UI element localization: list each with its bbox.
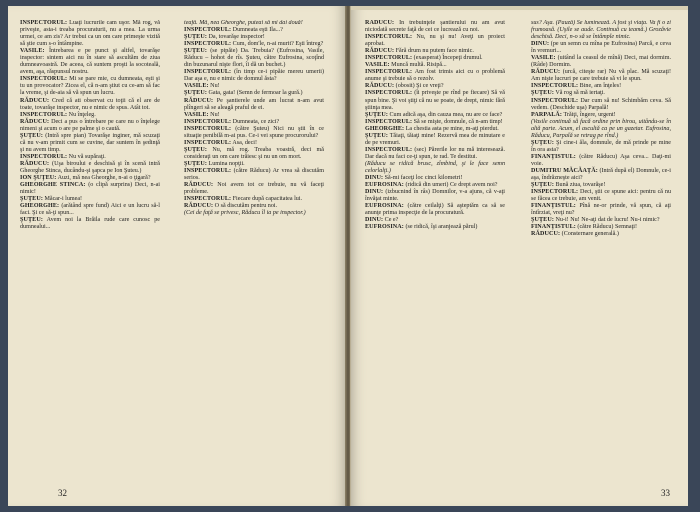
line-text: Lumina nopţii.: [208, 160, 245, 167]
line-text: (către Şuteu) Nici nu ştii în ce situaţie penibilă m-ai pus. Ce-i vei spune procurorului?: [184, 125, 324, 139]
speaker-name: RĂDUCU:: [365, 48, 395, 55]
dialogue-line: [20, 161, 160, 175]
line-text: Ce e?: [384, 217, 399, 224]
speaker-name: RĂDUCU:: [184, 203, 214, 210]
speaker-name: INSPECTORUL:: [365, 118, 413, 125]
speaker-name: DINU:: [531, 41, 550, 48]
dialogue-line: [20, 20, 160, 48]
left-page: [8, 6, 346, 506]
line-text: În trebuinţele şantierului nu am avut niciodată secrete faţă de cei ce lucrează cu noi.: [365, 20, 505, 34]
line-text: (către Răducu) Ar vrea să discutăm serios.: [184, 167, 324, 182]
left-page-column-1: [20, 20, 160, 482]
speaker-name: ION ŞUŢEU:: [20, 175, 57, 182]
line-text: (Uşa biroului e deschisă şi în scenă intră Gheorghe Stinca, ducându-şi şapca pe Ion Şuteu.): [20, 160, 160, 174]
dialogue-line: [531, 20, 671, 41]
speaker-name: EUFROSINA:: [365, 182, 404, 189]
speaker-name: ŞUŢEU:: [184, 146, 207, 153]
speaker-name: RĂDUCU:: [365, 20, 395, 26]
dialogue-line: [184, 34, 324, 41]
speaker-name: INSPECTORUL:: [365, 146, 413, 153]
dialogue-line: [365, 34, 505, 48]
dialogue-line: [184, 182, 324, 196]
speaker-name: DINU:: [365, 175, 384, 182]
dialogue-line: [365, 126, 505, 133]
dialogue-line: [531, 231, 671, 238]
line-text: Tăiaţi, tăiaţi mine! Rezervă mea de minutare e de pe vremuri.: [365, 132, 505, 146]
speaker-name: INSPECTORUL:: [184, 27, 232, 34]
line-text: La chestia asta pe mine, m-aţi pierdut.: [405, 125, 499, 132]
dialogue-line: [365, 189, 505, 203]
line-text: (Intră după el) Domnule, ce-i aşa, îndrăzneşte aici?: [531, 167, 671, 182]
speaker-name: INSPECTORUL:: [20, 20, 68, 26]
speaker-name: RĂDUCU:: [365, 83, 395, 90]
speaker-name: INSPECTORUL:: [184, 196, 232, 203]
line-text: (izbucnind în râs) Domnilor, v-a ajuns, că v-aţi învăţat minte.: [365, 189, 505, 203]
right-page-column-2: [531, 20, 671, 482]
speaker-name: INSPECTORUL:: [20, 111, 68, 118]
dialogue-line: [531, 154, 671, 168]
speaker-name: DINU:: [365, 189, 384, 196]
line-text: Bună ziua, tovarăşe!: [555, 182, 606, 189]
dialogue-line: [184, 20, 324, 27]
line-text: Luaţi lucrurile cam uşor. Mă rog, vă priveşte, asta-i treaba procuraturii, nu a mea. La urma urmei, ce am zis? Ar trebui ca un om care primeşte vizită să ştie cum s-o întâmpine.: [20, 20, 160, 48]
line-text: (o clipă surprins) Deci, n-ai nimic!: [20, 182, 160, 196]
dialogue-line: [20, 154, 160, 161]
line-text: Fără drum nu putem face nimic.: [395, 48, 474, 55]
speaker-name: VASILE:: [184, 111, 209, 118]
line-text: (ridică din umeri) Ce drept avem noi?: [405, 182, 498, 189]
speaker-name: PARPALĂ:: [531, 111, 563, 118]
page-top-edge: [351, 6, 688, 10]
speaker-name: INSPECTORUL:: [365, 34, 413, 41]
line-text: Bine, am înţeles!: [579, 83, 622, 90]
dialogue-line: [365, 119, 505, 126]
dialogue-line: [20, 203, 160, 217]
speaker-name: RĂDUCU:: [531, 231, 561, 238]
line-text: Trăiţi, îngere, urgent!: [563, 111, 616, 118]
line-text: (uitând la ceasul de mînă) Deci, mai dormim. (Râde) Dormim.: [531, 55, 671, 69]
line-text: Noi avem tot ce trebuie, nu vă faceţi probleme.: [184, 182, 324, 196]
dialogue-line: [365, 161, 505, 175]
dialogue-line: [184, 140, 324, 147]
dialogue-line: [365, 224, 505, 231]
line-text: (se pipăie) Da. Trebuia? (Eufrosina, Vasile, Răducu – hohot de rîs. Şuteu, către Eufrosina, scoţînd din buzunarul nişte flori, îi dă un buchet.): [184, 48, 324, 69]
dialogue-line: [184, 161, 324, 168]
dialogue-line: [184, 210, 324, 217]
line-text: O să discutăm pentru noi.: [214, 203, 278, 210]
speaker-name: INSPECTORUL:: [531, 189, 579, 196]
left-page-number: 32: [58, 488, 67, 498]
dialogue-line: [184, 90, 324, 97]
dialogue-line: [531, 182, 671, 189]
dialogue-line: [365, 20, 505, 34]
speaker-name: ŞUŢEU:: [20, 196, 43, 203]
speaker-name: INSPECTORUL:: [365, 90, 413, 97]
speaker-name: INSPECTORUL:: [184, 69, 232, 76]
dialogue-line: [365, 112, 505, 119]
dialogue-line: [20, 98, 160, 112]
speaker-name: RĂDUCU:: [184, 97, 214, 104]
line-text: Cum adică aşa, din cauza mea, nu are ce face?: [389, 111, 503, 118]
right-page-column-1: [365, 20, 505, 482]
line-text: (Vasile continuă să facă ordine prin birou, uitându-se în altă parte. Acum, el ascultă ca pe un gazetar. Eufrosina, Răducu, Parpală se retrag pe rînd.): [531, 118, 671, 139]
left-page-column-2: [184, 20, 324, 482]
line-text: Nu!: [210, 111, 220, 118]
speaker-name: ŞUŢEU:: [184, 48, 207, 55]
right-page: [350, 6, 688, 506]
speaker-name: INSPECTORUL:: [531, 83, 579, 90]
speaker-name: ŞUŢEU:: [184, 34, 207, 41]
dialogue-line: [20, 76, 160, 97]
speaker-name: INSPECTORUL:: [184, 167, 232, 174]
dialogue-line: [531, 140, 671, 154]
dialogue-line: [184, 98, 324, 112]
dialogue-line: [184, 69, 324, 83]
line-text: Deci, ştii ce spune aici: pentru că nu se făcea ce trebuie, am venit.: [531, 189, 671, 203]
line-text: Vă rog să mă iertaţi.: [555, 90, 605, 97]
line-text: Nu-i! Nu! Ne-aţi dat de lucru! Nu-i nimic?: [555, 217, 660, 224]
speaker-name: FINANŢISTUL:: [531, 153, 576, 160]
dialogue-line: [531, 55, 671, 69]
line-text: Cum, dom'le, n-ai murit? Eşti întreg?: [232, 41, 324, 48]
line-text: Auzi, mă nea Gheorghe, n-ai o ţigară?: [57, 175, 151, 182]
dialogue-line: [184, 48, 324, 69]
speaker-name: RĂDUCU:: [184, 182, 214, 189]
speaker-name: FINANŢISTUL:: [531, 203, 576, 210]
line-text: (arătând spre fund) Aici e un lucru să-l faci. Şi ce să-ţi spun...: [20, 203, 160, 217]
line-text: Nu!: [210, 83, 220, 90]
speaker-name: EUFROSINA:: [365, 224, 404, 231]
dialogue-line: [20, 48, 160, 76]
dialogue-line: [20, 133, 160, 154]
speaker-name: FINANŢISTUL:: [531, 224, 576, 231]
line-text: (Consternare generală.): [561, 231, 619, 238]
dialogue-line: [531, 41, 671, 55]
line-text: Să se mişte, domnule, că n-am timp!: [413, 118, 503, 125]
speaker-name: DUMITRU MĂCĂAŢĂ:: [531, 167, 598, 174]
line-text: (în timp ce-i pipăie mereu umerii) Dar aşa e, nu e nimic de domnul ăsta?: [184, 69, 324, 83]
speaker-name: INSPECTORUL:: [531, 97, 579, 104]
dialogue-line: [20, 119, 160, 133]
line-text: Am fost trimis aici cu o problemă anume şi trebuie să o rezolv.: [365, 69, 505, 83]
line-text: (pe un semn cu mîna pe Eufrosina) Parcă, e ceva în vremuri...: [531, 41, 671, 55]
dialogue-line: [531, 69, 671, 83]
dialogue-line: [184, 27, 324, 34]
dialogue-line: [20, 112, 160, 119]
dialogue-line: [184, 126, 324, 140]
speaker-name: INSPECTORUL:: [184, 118, 232, 125]
line-text: Da, tovarăşe inspector!: [208, 34, 265, 41]
speaker-name: ŞUŢEU:: [365, 132, 388, 139]
speaker-name: INSPECTORUL:: [184, 41, 232, 48]
dialogue-line: [184, 112, 324, 119]
speaker-name: RĂDUCU:: [531, 69, 561, 76]
speaker-name: ŞUŢEU:: [531, 139, 554, 146]
line-text: Dumneata, ce zici?: [232, 118, 280, 125]
speaker-name: ŞUŢEU:: [20, 132, 43, 139]
speaker-name: ŞUŢEU:: [531, 90, 554, 97]
speaker-name: ŞUŢEU:: [365, 111, 388, 118]
dialogue-line: [365, 147, 505, 161]
line-text: sus? Aşa. (Pauză) Se luminează. A fost şi viaţa. Va fi o zi frumoasă. (Uşile se aude. Continuă cu teamă.) Grozăvie deschisă. Deci, n-o să se întâmple nimic.: [531, 20, 671, 41]
dialogue-line: [365, 55, 505, 62]
speaker-name: VASILE:: [184, 83, 209, 90]
line-text: (sec) Părerile lor nu mă interesează. Dar dacă nu faci ce-ţi spun, te rad. Te destitui.: [365, 146, 505, 160]
dialogue-line: [365, 133, 505, 147]
dialogue-line: [365, 90, 505, 111]
line-text: (îi priveşte pe rînd pe fiecare) Să vă spun bine. Şi voi ştiţi că nu se poate, de drept, nimic fără ştiinţa mea.: [365, 90, 505, 111]
line-text: Întrebarea e pe punct şi altfel, tovarăşe inspector: sintem aici nu în stare să ascultăm de ziua dumneavoastră. De aceea, că suntem proşti la socoteală, avem, aşa, răspunsul nostru.: [20, 48, 160, 76]
dialogue-line: [531, 112, 671, 119]
right-page-number: 33: [661, 488, 670, 498]
line-text: Nu înţeleg.: [68, 111, 96, 118]
speaker-name: ŞUŢEU:: [184, 90, 207, 97]
speaker-name: VASILE:: [531, 55, 556, 62]
line-text: Nu, nu şi nu! Aveţi un proiect aprobat.: [365, 34, 505, 48]
line-text: (către Răducu) Aşa ceva... Daţi-mi voie.: [531, 153, 671, 167]
dialogue-line: [531, 168, 671, 182]
speaker-name: INSPECTORUL:: [184, 125, 232, 132]
line-text: Asa, deci!: [232, 139, 258, 146]
line-text: Cred că ati observat cu toţii că el are de toate, tovarăşe inspector, nu e nimic de spus. Atât tot.: [20, 97, 160, 111]
line-text: Mi se pare mie, cu dumneata, eşti şi tu un provocator? Zicea el, că n-am ştiut cu ce-am să fac la vreme, şi de-aia să vă spun un lucru.: [20, 76, 160, 97]
dialogue-line: [531, 119, 671, 140]
dialogue-line: [531, 203, 671, 217]
dialogue-line: [365, 69, 505, 83]
speaker-name: RĂDUCU:: [20, 160, 50, 167]
line-text: Muncă multă. Risipă...: [391, 62, 447, 69]
speaker-name: RĂDUCU:: [20, 118, 50, 125]
dialogue-line: [184, 119, 324, 126]
line-text: Dar cum să nu! Schimbăm ceva. Să vedem. (Deschide uşa) Parpală!: [531, 97, 671, 111]
speaker-name: ŞUŢEU:: [531, 217, 554, 224]
line-text: Pînă ne-or prinde, vă spun, că aţi întîrziat, vreţi nu?: [531, 203, 671, 217]
line-text: Nu vă supăraţi.: [68, 153, 106, 160]
line-text: Gata, gata! (Semn de fermoar la gură.): [208, 90, 303, 97]
speaker-name: RĂDUCU:: [20, 97, 50, 104]
speaker-name: INSPECTORUL:: [365, 69, 413, 76]
line-text: (exasperat) Începeţi drumul.: [413, 55, 483, 62]
line-text: Şi cine-i ăla, domnule, de mă prinde pe mine în ora asta?: [531, 139, 671, 153]
speaker-name: ŞUŢEU:: [20, 217, 43, 224]
dialogue-line: [20, 182, 160, 196]
speaker-name: ŞUŢEU:: [184, 160, 207, 167]
line-text: (obosit) Şi ce vreţi?: [395, 83, 444, 90]
speaker-name: INSPECTORUL:: [184, 139, 232, 146]
speaker-name: INSPECTORUL:: [20, 153, 68, 160]
line-text: Nu, mă rog. Treaba voastră, deci mă consideraţi un om care trăiesc şi nu un om mort.: [184, 146, 324, 160]
dialogue-line: [531, 98, 671, 112]
dialogue-line: [20, 217, 160, 231]
speaker-name: GHEORGHE STINCA:: [20, 182, 86, 189]
line-text: (se ridică, îşi aranjează părul): [405, 224, 478, 231]
line-text: (urcă, citeşte rar) Nu vă plac. Mă scuzaţi! Am nişte lucruri pe care trebuie să vi le spun.: [531, 69, 671, 83]
line-text: Măcar-i lumea!: [44, 196, 83, 203]
line-text: (către ceilalţi) Să aşteptăm ca să se anunţe prima inspecţie de la procuratură.: [365, 203, 505, 217]
speaker-name: GHEORGHE:: [365, 125, 405, 132]
dialogue-line: [184, 147, 324, 161]
speaker-name: GHEORGHE:: [20, 203, 60, 210]
speaker-name: DINU:: [365, 217, 384, 224]
line-text: Fiecare după capacitatea lui.: [232, 196, 303, 203]
speaker-name: VASILE:: [20, 48, 45, 55]
dialogue-line: [184, 168, 324, 182]
speaker-name: EUFROSINA:: [365, 203, 404, 210]
speaker-name: VASILE:: [365, 62, 390, 69]
line-text: Deci a pus o întrebare pe care nu o înţelege nimeni şi acum o are pe palme şi o caută.: [20, 118, 160, 132]
dialogue-line: [531, 83, 671, 90]
line-text: (către Răducu) Semnaţi!: [577, 224, 637, 231]
speaker-name: INSPECTORUL:: [20, 76, 68, 83]
dialogue-line: [531, 90, 671, 97]
line-text: Pe şantierele unde am lucrat n-am avut plîngeri să se aleagă praful de ei.: [184, 97, 324, 111]
line-text: Avem noi la Brăila rude care cunosc pe dumnealui...: [20, 217, 160, 231]
dialogue-line: [365, 203, 505, 217]
line-text: (Cei de faţă se privesc, Răducu îl ia pe inspector.): [184, 210, 306, 217]
line-text: Să-mi faceţi loc cinci kilometri!: [384, 175, 463, 182]
line-text: (Intră spre pian) Tovarăşe inginer, mă scuzaţi că nu v-am primit cum se cuvine, dar suntem în şedinţă şi nu avem timp.: [20, 132, 160, 153]
dialogue-line: [531, 189, 671, 203]
speaker-name: ŞUŢEU:: [531, 182, 554, 189]
line-text: (Răducu se ridică brusc, zîmbind, şi le face semn celorlalţi.): [365, 160, 505, 174]
line-text: teafă. Mă, nea Gheorghe, puteai să mi dai două!: [184, 20, 303, 26]
line-text: Dumneata eşti Ila...?: [232, 27, 283, 34]
speaker-name: INSPECTORUL:: [365, 55, 413, 62]
